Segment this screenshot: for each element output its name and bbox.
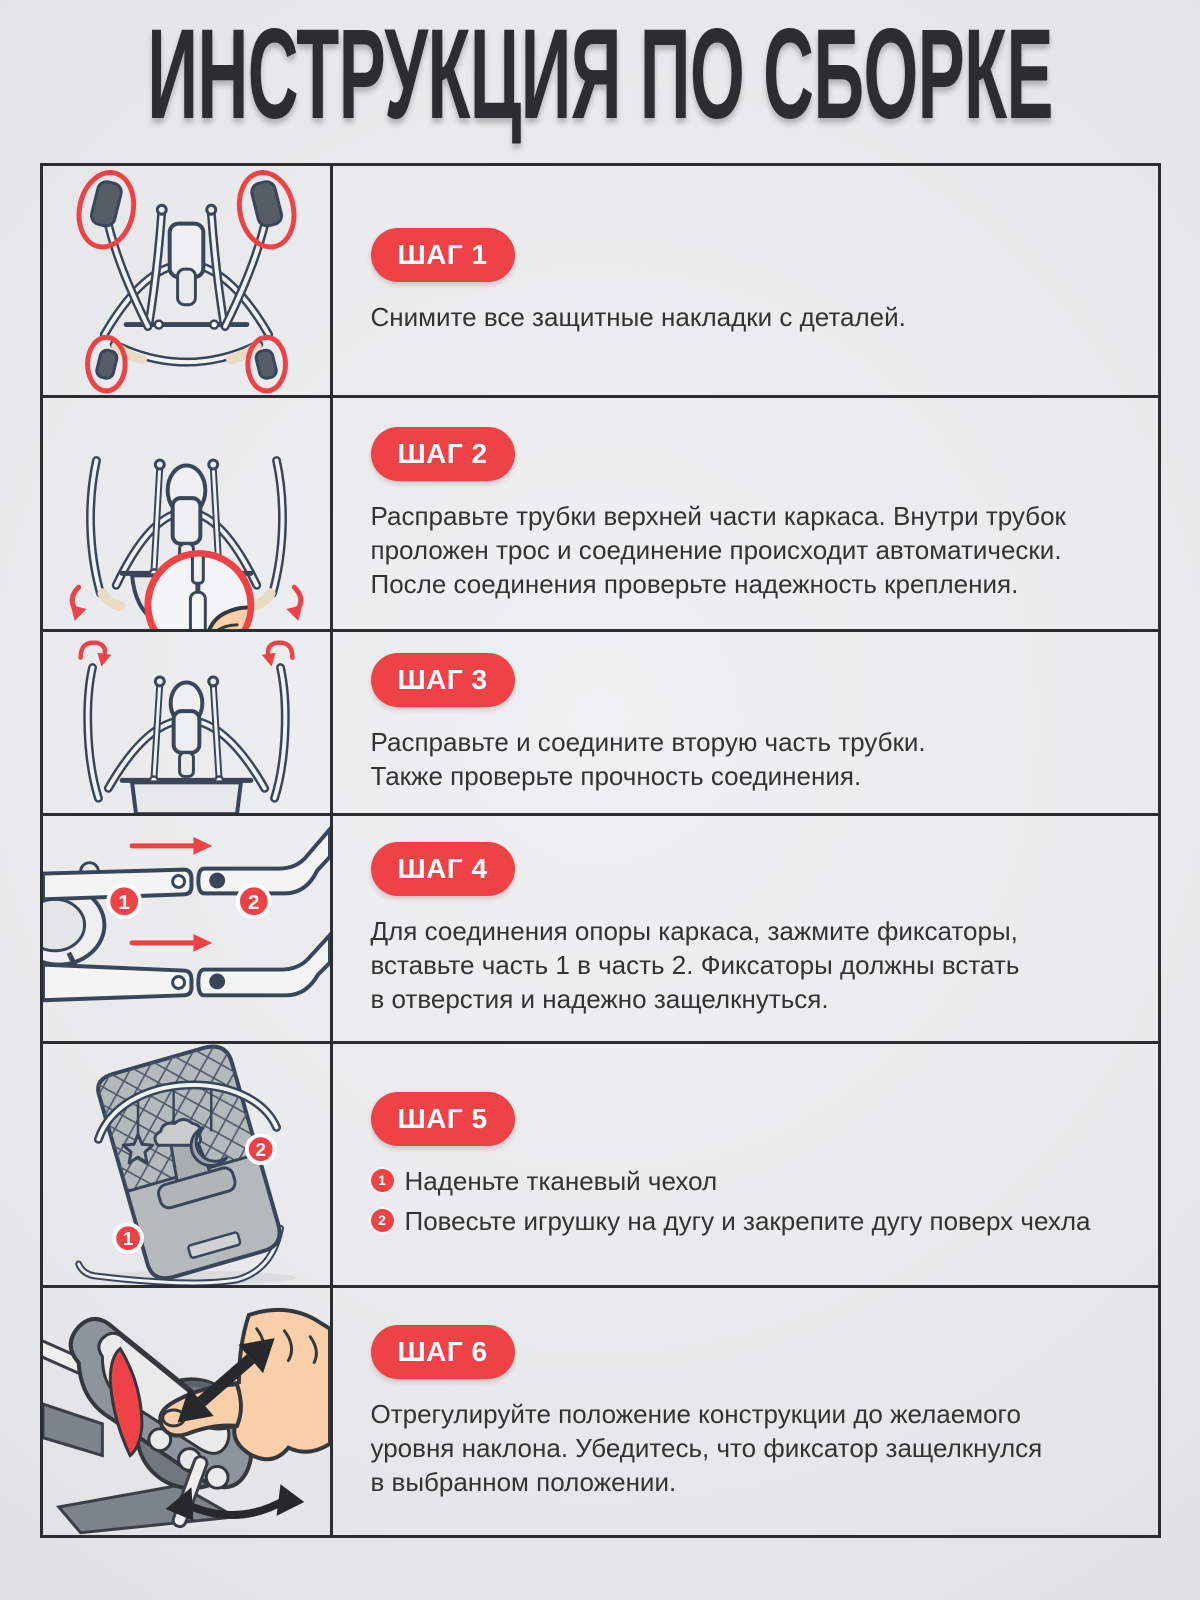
step5-illustration-cell <box>43 1044 333 1288</box>
step5-bullets <box>371 1164 1091 1238</box>
step6-text-cell <box>333 1288 1158 1535</box>
step3-illustration-cell <box>43 632 333 816</box>
bouncer-cover-and-toy-arc-illustration <box>43 1044 330 1287</box>
protective-cap <box>95 348 118 379</box>
step2-illustration-cell <box>43 398 333 632</box>
marker-number: 2 <box>247 890 260 914</box>
step5-bullet-text: Повесьте игрушку на дугу и закрепите дугу поверх чехла <box>404 1205 1091 1236</box>
step3-text-cell <box>333 632 1158 816</box>
step2-badge: ШАГ 2 <box>371 427 515 481</box>
latch-button <box>209 872 225 888</box>
step5-bullet-2 <box>371 1204 1091 1238</box>
step6-illustration-cell <box>43 1288 333 1535</box>
header <box>0 0 1200 150</box>
latch-hole <box>172 976 184 988</box>
step4-text-line: в отверстия и надежно защелкнуться. <box>370 983 829 1014</box>
step3-text-line: Также проверьте прочность соединения. <box>370 760 862 791</box>
marker-number: 1 <box>117 890 130 914</box>
step2-text-cell <box>333 398 1158 632</box>
step3-text-line: Расправьте и соедините вторую часть трубки. <box>370 726 926 757</box>
step4-text-line: вставьте часть 1 в часть 2. Фиксаторы должны встать <box>370 949 1020 980</box>
step1-badge: ШАГ 1 <box>371 228 515 282</box>
page-title: ИНСТРУКЦИЯ ПО СБОРКЕ <box>147 3 1053 146</box>
protective-cap <box>89 179 123 227</box>
step6-text-line: в выбранном положении. <box>370 1466 677 1497</box>
step3-badge: ШАГ 3 <box>371 653 515 707</box>
tube-part-1 <box>43 964 191 1000</box>
step2-text-line: Расправьте трубки верхней части каркаса. Внутри трубок <box>370 500 1066 531</box>
step5-badge: ШАГ 5 <box>371 1092 515 1146</box>
step6-text-line: Отрегулируйте положение конструкции до желаемого <box>370 1398 1021 1429</box>
marker-number: 1 <box>122 1227 133 1249</box>
step4-illustration-cell <box>43 816 333 1044</box>
step6-badge: ШАГ 6 <box>371 1325 515 1379</box>
step1-text-line: Снимите все защитные накладки с деталей. <box>370 301 906 332</box>
marker-number: 2 <box>254 1138 266 1160</box>
step6-text-line: уровня наклона. Убедитесь, что фиксатор защелкнулся <box>370 1432 1043 1463</box>
recline-adjuster-illustration <box>43 1288 330 1535</box>
unfold-second-tube-illustration <box>43 632 330 815</box>
folded-frame-protective-caps-illustration <box>43 166 330 397</box>
bullet-number-badge: 2 <box>371 1209 394 1232</box>
protective-cap <box>254 348 277 379</box>
step4-text-line: Для соединения опоры каркаса, зажмите фиксаторы, <box>370 915 1018 946</box>
step5-text-cell <box>333 1044 1158 1288</box>
bullet-number-badge: 1 <box>371 1169 394 1192</box>
protective-cap <box>249 179 283 227</box>
step4-text-cell <box>333 816 1158 1044</box>
steps-table <box>40 163 1161 1538</box>
step4-badge: ШАГ 4 <box>371 842 515 896</box>
step2-text-line: После соединения проверьте надежность крепления. <box>370 568 1019 599</box>
step5-bullet-text: Наденьте тканевый чехол <box>404 1165 718 1196</box>
step2-text-line: проложен трос и соединение происходит автоматически. <box>370 534 1062 565</box>
latch-hole <box>172 875 184 887</box>
unfold-upper-tubes-illustration <box>43 398 330 632</box>
step1-illustration-cell <box>43 166 333 398</box>
step1-text-cell <box>333 166 1158 398</box>
base-tubes-connection-illustration <box>43 816 330 1043</box>
step5-bullet-1 <box>371 1164 1091 1198</box>
latch-button <box>209 973 225 989</box>
